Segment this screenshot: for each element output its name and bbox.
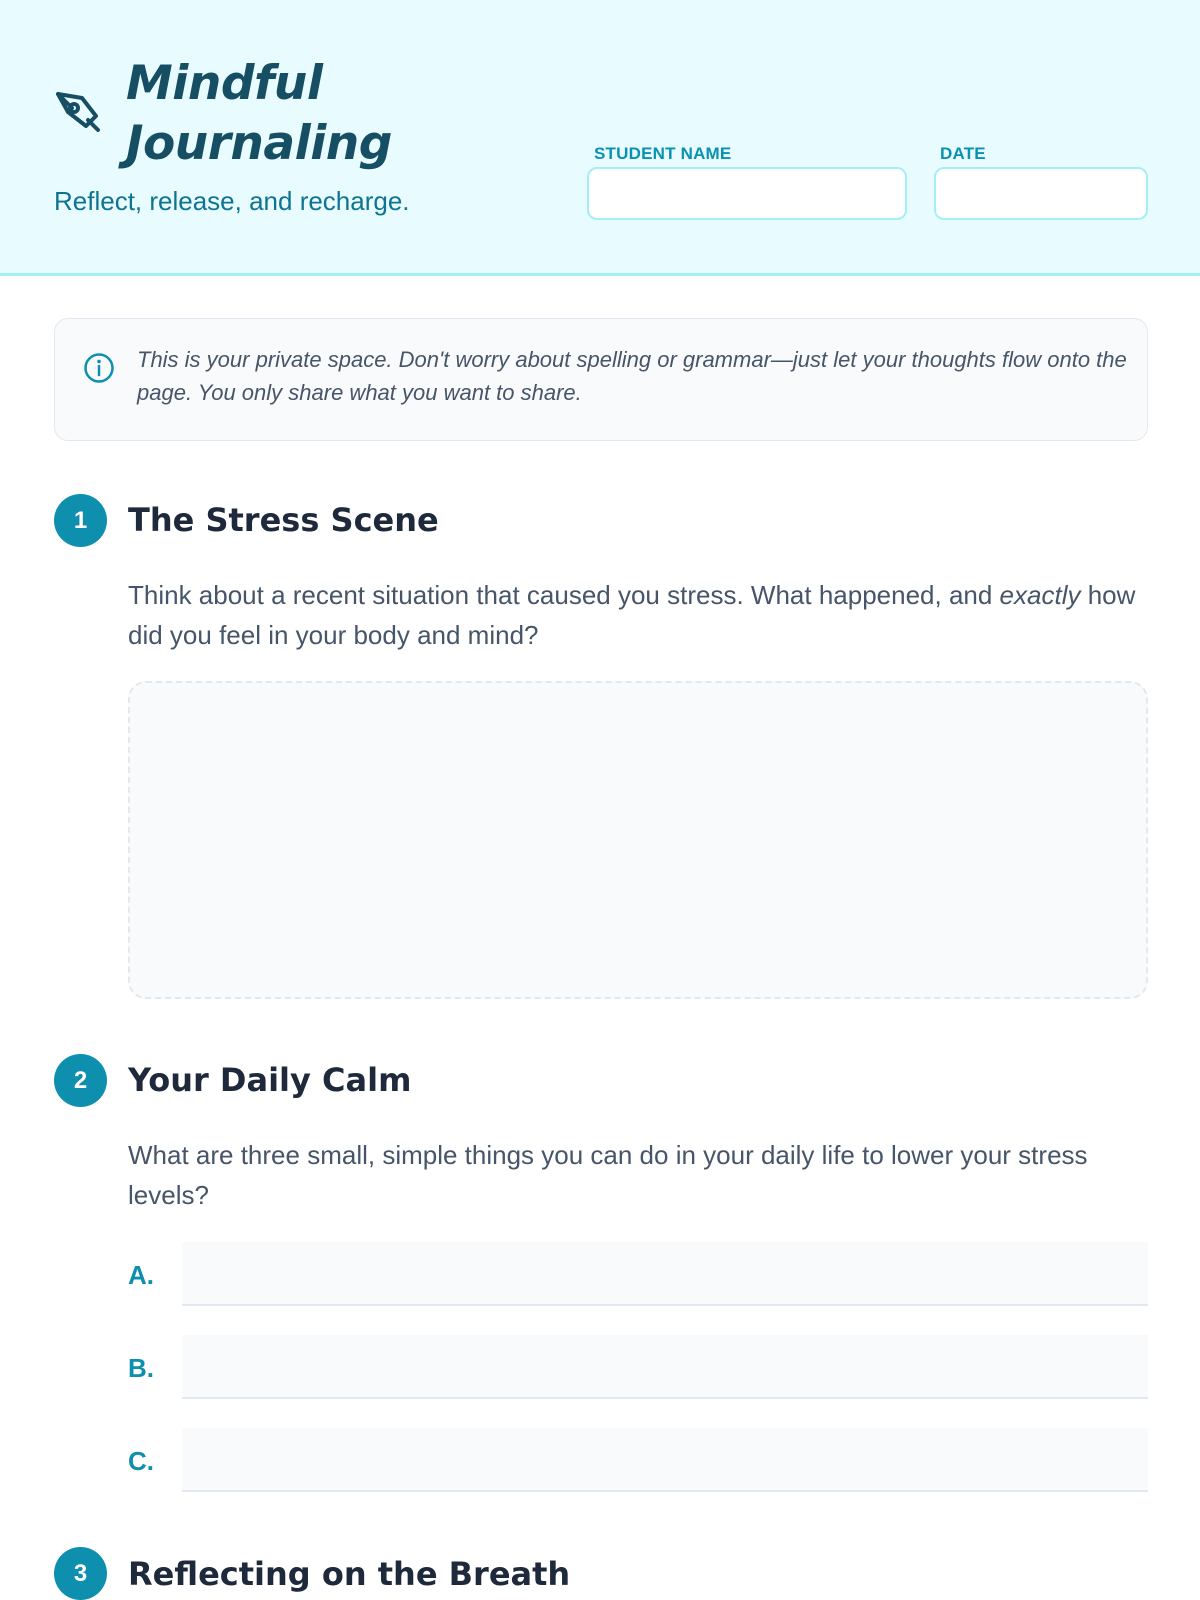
page-subtitle: Reflect, release, and recharge. (54, 186, 410, 216)
info-icon (83, 352, 115, 384)
section-3-title: Reflecting on the Breath (128, 1555, 571, 1593)
section-2-title: Your Daily Calm (128, 1061, 412, 1099)
section-1-title: The Stress Scene (128, 501, 439, 539)
pen-nib-icon (52, 86, 104, 138)
date-field[interactable] (934, 167, 1148, 220)
step-2-badge: 2 (54, 1054, 107, 1107)
worksheet-header (0, 0, 1200, 276)
student-name-field[interactable] (587, 167, 907, 220)
student-name-label: STUDENT NAME (594, 144, 732, 163)
answer-c-line[interactable] (182, 1428, 1148, 1492)
date-label: DATE (940, 144, 986, 163)
answer-b-label: B. (128, 1353, 154, 1383)
page-title: Mindful Journaling (126, 56, 392, 171)
stress-scene-answer-box[interactable] (128, 681, 1148, 999)
privacy-notice-text: This is your private space. Don't worry about spelling or grammar—just let your thoughts flow onto the page. You only share what you want to share. (137, 347, 1127, 405)
section-2-prompt: What are three small, simple things you can do in your daily life to lower your stress levels? (128, 1140, 1088, 1210)
section-1-prompt: Think about a recent situation that caused you stress. What happened, and exactly how did you feel in your body and mind? (128, 580, 1136, 650)
answer-a-line[interactable] (182, 1242, 1148, 1306)
answer-a-label: A. (128, 1260, 154, 1290)
step-1-badge: 1 (54, 494, 107, 547)
privacy-notice (54, 318, 1148, 441)
answer-b-line[interactable] (182, 1335, 1148, 1399)
answer-c-label: C. (128, 1446, 154, 1476)
step-3-badge: 3 (54, 1547, 107, 1600)
